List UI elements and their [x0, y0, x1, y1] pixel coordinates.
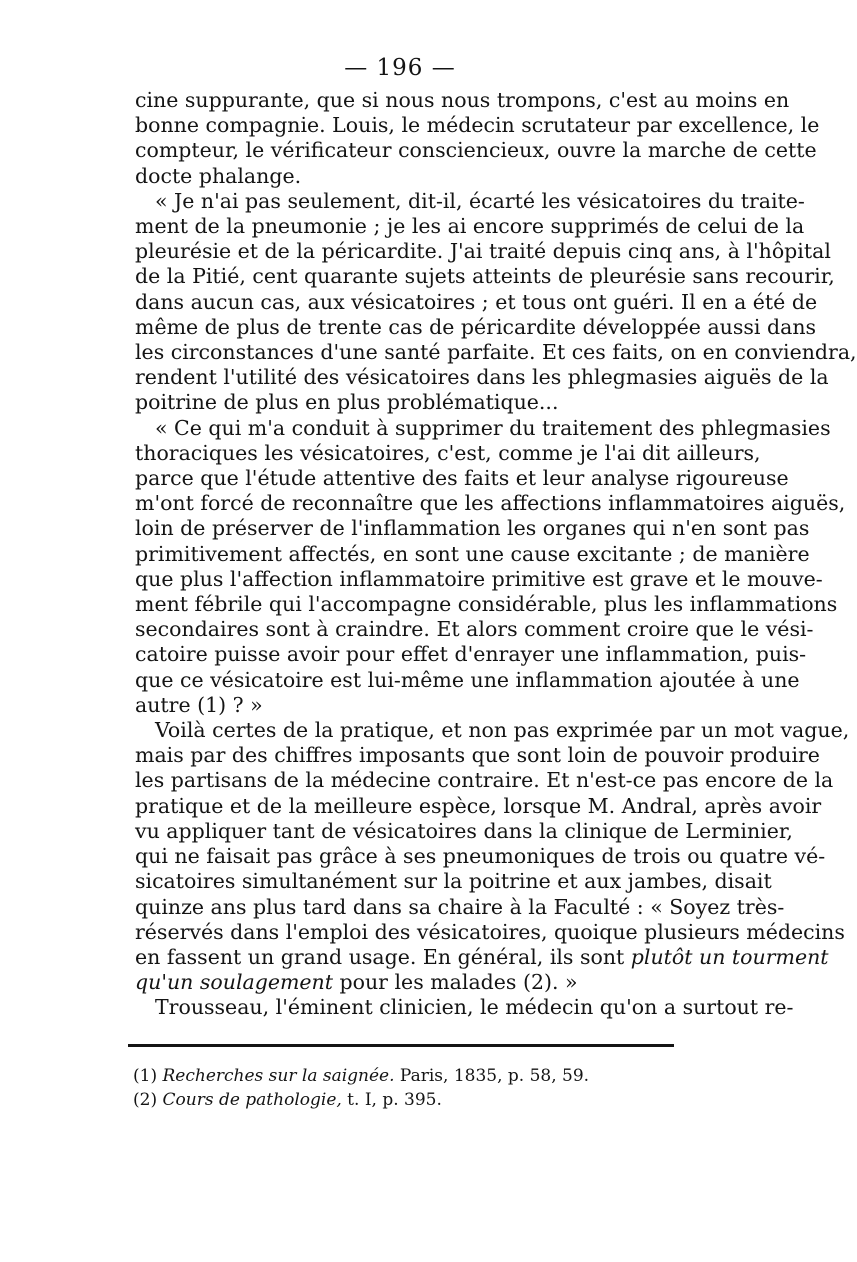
- text-line: [135, 113, 820, 138]
- footnote: [133, 1064, 589, 1088]
- line-text: pratique et de la meilleure espèce, lorsque M. Andral, après avoir: [135, 793, 822, 818]
- line-text: même de plus de trente cas de péricardite développée aussi dans: [135, 314, 817, 339]
- text-line: [135, 516, 810, 541]
- line-tail: pour les malades (2). »: [333, 970, 578, 995]
- line-text: bonne compagnie. Louis, le médecin scrutateur par excellence, le: [135, 113, 820, 138]
- text-line: [135, 466, 789, 491]
- line-text: les partisans de la médecine contraire. Et n'est-ce pas encore de la: [135, 768, 834, 793]
- text-line: [135, 844, 826, 869]
- line-text: m'ont forcé de reconnaître que les affections inflammatoires aiguës,: [135, 491, 846, 516]
- footnote-title: Cours de pathologie,: [162, 1090, 342, 1110]
- footnotes: [133, 1064, 589, 1112]
- text-line: [135, 566, 823, 592]
- footnote-title: Recherches sur la saignée.: [162, 1066, 395, 1086]
- text-line: [135, 818, 793, 844]
- footnote-divider: [128, 1044, 674, 1047]
- text-line: [135, 693, 672, 718]
- text-line: [135, 289, 818, 315]
- footnote: [133, 1088, 589, 1112]
- text-line: [135, 440, 761, 466]
- text-line: [135, 944, 829, 970]
- text-line: [135, 491, 846, 516]
- footnote-citation: Paris, 1835, p. 58, 59.: [394, 1066, 590, 1086]
- text-line: [135, 340, 857, 365]
- text-line: [135, 365, 829, 390]
- text-line: [135, 188, 805, 214]
- text-line: [135, 869, 772, 894]
- text-line: [135, 415, 831, 441]
- text-line: [135, 239, 831, 264]
- text-line: [135, 390, 672, 415]
- line-text: les circonstances d'une santé parfaite. Et ces faits, on en conviendra,: [135, 340, 857, 365]
- line-text: dans aucun cas, aux vésicatoires ; et tous ont guéri. Il en a été de: [135, 289, 818, 314]
- footnote-number: (2): [133, 1090, 158, 1110]
- text-line: [135, 314, 817, 340]
- line-text: ment de la pneumonie ; je les ai encore supprimés de celui de la: [135, 214, 805, 239]
- text-line: [135, 768, 834, 793]
- text-line: [135, 592, 838, 617]
- text-line: [135, 164, 672, 189]
- line-text: ment fébrile qui l'accompagne considérable, plus les inflammations: [135, 592, 838, 617]
- text-line: [135, 667, 800, 693]
- line-text: quinze ans plus tard dans sa chaire à la Faculté : « Soyez très-: [135, 894, 785, 919]
- text-line: [135, 264, 835, 289]
- text-line: [135, 894, 785, 920]
- line-text: loin de préserver de l'inflammation les organes qui n'en sont pas: [135, 516, 810, 541]
- line-text: Voilà certes de la pratique, et non pas exprimée par un mot vague,: [155, 718, 850, 743]
- line-text: mais par des chiffres imposants que sont loin de pouvoir produire: [135, 743, 820, 768]
- line-text: autre (1) ? »: [135, 692, 263, 717]
- line-text: parce que l'étude attentive des faits et leur analyse rigoureuse: [135, 466, 789, 491]
- line-text: compteur, le vérificateur consciencieux, ouvre la marche de cette: [135, 138, 817, 163]
- text-line: [135, 793, 822, 819]
- footnote-citation: t. I, p. 395.: [341, 1090, 442, 1110]
- line-text: docte phalange.: [135, 163, 302, 188]
- text-line: [135, 970, 672, 995]
- line-text: « Je n'ai pas seulement, dit-il, écarté les vésicatoires du traite-: [155, 188, 805, 213]
- body-text: [135, 88, 857, 1021]
- line-text: pleurésie et de la péricardite. J'ai traité depuis cinq ans, à l'hôpital: [135, 239, 831, 264]
- text-line: [135, 642, 807, 667]
- line-text: cine suppurante, que si nous nous trompons, c'est au moins en: [135, 88, 790, 112]
- line-text: thoraciques les vésicatoires, c'est, comme je l'ai dit ailleurs,: [135, 440, 761, 465]
- line-text: rendent l'utilité des vésicatoires dans les phlegmasies aiguës de la: [135, 365, 829, 390]
- line-text: sicatoires simultanément sur la poitrine et aux jambes, disait: [135, 869, 772, 894]
- text-line: [135, 743, 820, 768]
- text-line: [135, 919, 845, 945]
- text-line: [135, 718, 850, 743]
- page-number: — 196 —: [344, 55, 456, 81]
- footnote-number: (1): [133, 1066, 158, 1086]
- italic-text: plutôt un tourment: [624, 944, 829, 969]
- text-line: [135, 88, 790, 113]
- line-text: qui ne faisait pas grâce à ses pneumoniques de trois ou quatre vé-: [135, 844, 826, 869]
- line-text: Trousseau, l'éminent clinicien, le médecin qu'on a surtout re-: [155, 995, 794, 1020]
- line-text: primitivement affectés, en sont une cause excitante ; de manière: [135, 541, 810, 566]
- line-text: « Ce qui m'a conduit à supprimer du traitement des phlegmasies: [155, 415, 831, 440]
- text-line: [135, 541, 810, 567]
- line-text: de la Pitié, cent quarante sujets atteints de pleurésie sans recourir,: [135, 264, 835, 289]
- line-text: en fassent un grand usage. En général, ils sont: [135, 944, 625, 969]
- line-text: catoire puisse avoir pour effet d'enrayer une inflammation, puis-: [135, 642, 807, 667]
- text-line: [135, 214, 805, 239]
- line-text: que ce vésicatoire est lui-même une inflammation ajoutée à une: [135, 667, 800, 692]
- text-line: [135, 995, 794, 1020]
- line-text: vu appliquer tant de vésicatoires dans la clinique de Lerminier,: [135, 818, 793, 843]
- italic-text: qu'un soulagement: [135, 970, 333, 995]
- line-text: poitrine de plus en plus problématique...: [135, 390, 559, 415]
- line-text: que plus l'affection inflammatoire primitive est grave et le mouve-: [135, 566, 823, 591]
- line-text: secondaires sont à craindre. Et alors comment croire que le vési-: [135, 617, 814, 642]
- text-line: [135, 138, 817, 163]
- line-text: réservés dans l'emploi des vésicatoires, quoique plusieurs médecins: [135, 919, 845, 944]
- text-line: [135, 617, 814, 642]
